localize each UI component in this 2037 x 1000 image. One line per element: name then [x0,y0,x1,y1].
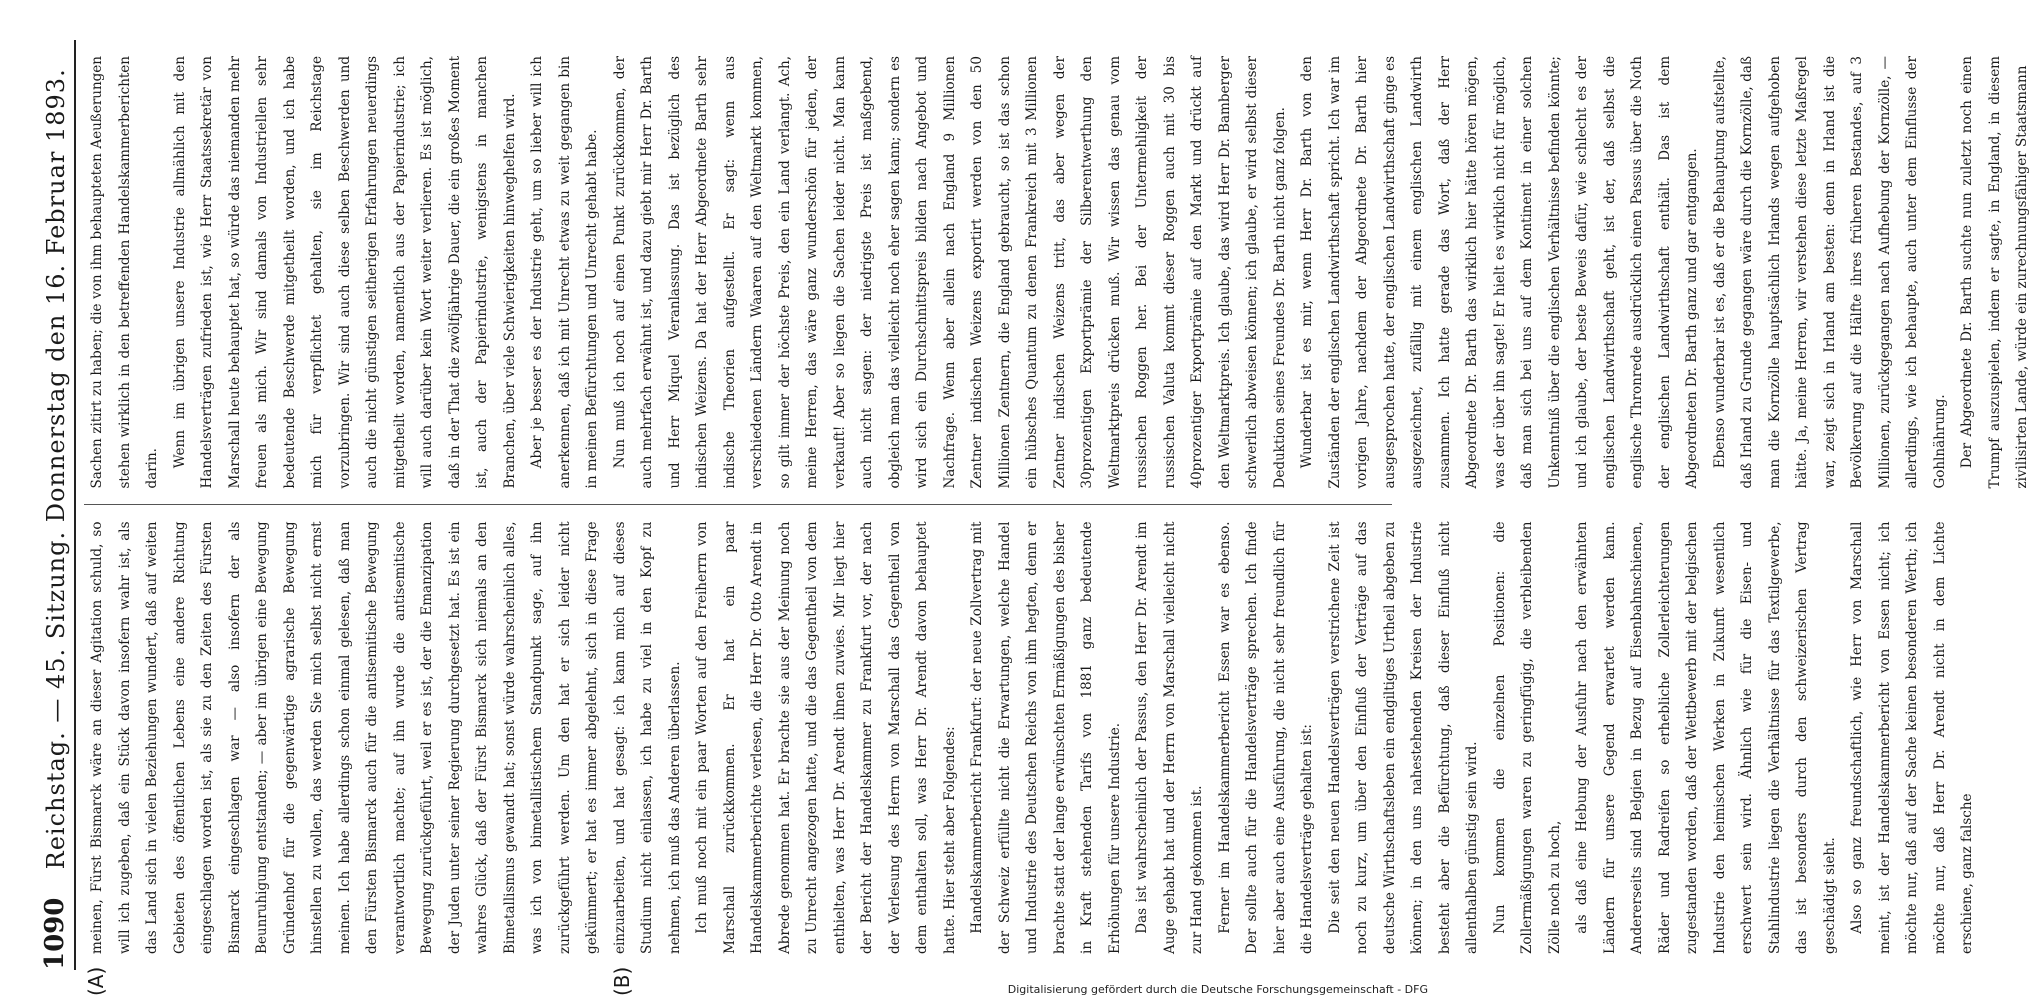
page-header [30,40,76,970]
paragraph: Ferner im Handelskammerbericht Essen war es ebenso. Der sollte auch für die Handelsverträge sprechen. Ich finde hier aber auch eine Ausführung, die nicht sehr freundlich für die Handelsverträge gehalten ist: [1216,521,1315,954]
text-columns [84,40,2030,970]
paragraph: Wenn im übrigen unsere Industrie allmählich mit den Handelsverträgen zufrieden ist, wie Herr Staatssekretär von Marschall heute behauptet hat, so würde das niemanden mehr freuen als mich. Wir sind damals von Industriellen sehr bedeutende Beschwerde mitgetheilt worden, und ich habe mich für verpflichtet gehalten, sie im Reichstage vorzubringen. Wir sind auch diese selben Beschwerden und auch die nicht günstigen seitherigen Erfahrungen neuerdings mitgetheilt worden, namentlich aus der Papierindustrie; ich will auch darüber kein Wort weiter verlieren. Es ist möglich, daß in der That die zwölfjährige Dauer, die ein großes Moment ist, auch der Papierindustrie, wenigstens in manchen Branchen, über viele Schwierigkeiten hinweghelfen wird. [171,56,518,489]
paragraph: meinen, Fürst Bismarck wäre an dieser Agitation schuld, so will ich zugeben, daß ein Stück davon insofern wahr ist, als das Land sich in vielen Beziehungen wundert, daß auf weiten Gebieten des öffentlichen Lebens eine andere Richtung eingeschlagen worden ist, als sie zu den Zeiten des Fürsten Bismarck eingeschlagen war — also insofern der als Beunruhigung entstanden; — aber im übrigen eine Bewegung Gründenhof für die gegenwärtige agrarische Bewegung hinstellen zu wollen, das werden Sie mich selbst nicht ernst meinen. Ich habe allerdings schon einmal gelesen, daß man den Fürsten Bismarck auch für die antisemitische Bewegung verantwortlich machte; auf ihn wurde die antisemitische Bewegung zurückgeführt, weil er es ist, der die Emanzipation der Juden unter seiner Regierung durchgesetzt hat. Es ist ein wahres Glück, daß der Fürst Bismarck sich niemals an den Bimetallismus gewandt hat; sonst würde wahrscheinlich alles, was ich von bimetallistischem Standpunkt sage, auf ihn zurückgeführt werden. Um den hat er sich leider nicht gekümmert; er hat es immer abgelehnt, sich in diese Frage einzuarbeiten, und hat gesagt: ich kann mich auf dieses Studium nicht einlassen, ich habe zu viel in den Kopf zu nehmen, ich muß das Anderen überlassen. [89,521,683,954]
paragraph: als daß eine Hebung der Ausfuhr nach den erwähnten Ländern für unsere Gegend erwartet werden kann. Andererseits sind Belgien in Bezug auf Eisenbahnschienen, Räder und Radreifen so erhebliche Zollerleichterungen zugestanden worden, daß der Wettbewerb mit der belgischen Industrie den heimischen Werken in Zukunft wesentlich erschwert sein wird. Ähnlich wie für die Eisen- und Stahlindustrie liegen die Verhältnisse für das Textilgewerbe, das ist besonders durch den schweizerischen Vertrag geschädigt sieht. [1574,521,1838,954]
paragraph: Der Abgeordnete Dr. Barth suchte nun zuletzt noch einen Trumpf auszuspielen, indem er sagte, in England, in diesem zivilisirten Lande, würde ein zurechnungsfähiger Staatsmann [1959,56,2030,489]
paragraph: Wunderbar ist es mir, wenn Herr Dr. Barth von den Zuständen der englischen Landwirthschaft spricht. Ich war im vorigen Jahre, nachdem der Abgeordnete Dr. Barth hier ausgesprochen hatte, der englischen Landwirthschaft ginge es ausgezeichnet, zufällig mit einem englischen Landwirth zusammen. Ich hatte gerade das Wort, daß der Herr Abgeordnete Dr. Barth das wirklich hier hätte hören mögen, was der über ihn sagte! Er hielt es wirklich nicht für möglich, daß man sich bei uns auf dem Kontinent in einer solchen Unkenntniß über die englischen Verhältnisse befinden könnte; und ich glaube, der beste Beweis dafür, wie schlecht es der englischen Landwirthschaft geht, ist der, daß selbst die englische Thronrede ausdrücklich einen Passus über die Noth der englischen Landwirthschaft enthält. Das ist dem Abgeordneten Dr. Barth ganz und gar entgangen. [1299,56,1700,489]
paragraph: Ebenso wunderbar ist es, daß er die Behauptung aufstellte, daß Irland zu Grunde gegangen wäre durch die Kornzölle, daß man die Kornzölle hauptsächlich Irlands wegen aufgehoben hätte. Ja, meine Herren, wir verstehen diese letzte Maßregel war, zeigt sich in Irland am besten: denn in Irland ist die Bevölkerung auf die Hälfte ihres früheren Bestandes, auf 3 Millionen, zurückgegangen nach Aufhebung der Kornzölle, — allerdings, wie ich behaupte, auch unter dem Einflusse der Gohlnährung. [1711,56,1948,489]
running-title: Reichstag. — 45. Sitzung. Donnerstag den 16. Februar 1893. [42,68,70,870]
paragraph: Nun muß ich noch auf einen Punkt zurückkommen, der auch mehrfach erwähnt ist, und dazu giebt mir Herr Dr. Barth und Herr Miquel Veranlassung. Das ist bezüglich des indischen Weizens. Da hat der Herr Abgeordnete Barth sehr indische Theorien aufgestellt. Er sagt: wenn aus verschiedenen Ländern Waaren auf den Weltmarkt kommen, so gilt immer der höchste Preis, den ein Land verlangt. Ach, meine Herren, das wäre ganz wunderschön für jeden, der verkauft! Aber so liegen die Sachen leider nicht. Man kann auch nicht sagen: der niedrigste Preis ist maßgebend, obgleich man das vielleicht noch eher sagen kann; sondern es wird sich ein Durchschnittspreis bilden nach Angebot und Nachfrage. Wenn aber allein nach England 9 Millionen Zentner indischen Weizens exportirt werden von den 50 Millionen Zentnern, die England gebraucht, so ist das schon ein hübsches Quantum zu denen Frankreich mit 3 Millionen Zentner indischen Weizens tritt, das aber wegen der 30prozentigen Exportprämie der Silberentwerthung den Weltmarktpreis drücken muß. Wir wissen das genau vom russischen Roggen her. Bei der Untermehligkeit der russischen Valuta kommt dieser Roggen auch mit 30 bis 40prozentiger Exportprämie auf den Markt und drückt auf den Weltmarktpreis. Ich glaube, das wird Herr Dr. Bamberger schwerlich abweisen können; ich glaube, er wird selbst dieser Deduktion seines Freundes Dr. Barth nicht ganz folgen. [611,56,1288,489]
margin-marker-a: (A) [84,966,108,996]
left-column [84,506,1975,971]
paragraph: Das ist wahrscheinlich der Passus, den Herr Dr. Arendt im Auge gehabt hat und der Herrn von Marschall vielleicht nicht zur Hand gekommen ist. [1134,521,1205,954]
dfg-credit: Digitalisierung gefördert durch die Deutsche Forschungsgemeinschaft - DFG [1007,983,1428,996]
paragraph: Aber je besser es der Industrie geht, um so lieber will ich anerkennen, daß ich mit Unrecht etwas zu weit gegangen bin in meinen Befürchtungen und Unrecht gehabt habe. [529,56,600,489]
paragraph: Also so ganz freundschaftlich, wie Herr von Marschall meint, ist der Handelskammerbericht von Essen nicht; ich möchte nur, daß auf der Sache keinen besonderen Werth; ich möchte nur, daß Herr Dr. Arendt nicht in dem Lichte erschiene, ganz falsche [1849,521,1975,954]
margin-marker-b: (B) [610,966,634,996]
paragraph: Die seit den neuen Handelsverträgen verstrichene Zeit ist noch zu kurz, um über den Einfluß der Verträge auf das deutsche Wirthschaftsleben ein endgiltiges Urtheil abgeben zu können; in den uns nahestehenden Kreisen der Industrie besteht aber die Befürchtung, daß dieser Einfluß nicht allenthalben günstig sein wird. [1326,521,1480,954]
paragraph: Ich muß noch mit ein paar Worten auf den Freiherrn von Marschall zurückkommen. Er hat ein paar Handelskammerberichte verlesen, die Herr Dr. Otto Arendt in Abrede genommen hat. Er brachte sie aus der Meinung noch zu Unrecht angezogen hatte, und die das Gegentheil von dem enthielten, was Herr Dr. Arendt ihnen zuwies. Mir liegt hier der Bericht der Handelskammer zu Frankfurt vor, der nach der Verlesung des Herrn von Marschall das Gegentheil von dem enthalten soll, was Herr Dr. Arendt davon behauptet hatte. Hier steht aber Folgendes: [694,521,958,954]
paragraph: Sachen zitirt zu haben; die von ihm behaupteten Aeußerungen stehen wirklich in den betreffenden Handelskammerberichten darin. [89,56,160,489]
page-number: 1090 [40,897,70,970]
paragraph: Nun kommen die einzelnen Positionen: die Zollermäßigungen waren zu geringfügig, die verbleibenden Zölle noch zu hoch, [1491,521,1563,954]
paragraph: Handelskammerbericht Frankfurt: der neue Zollvertrag mit der Schweiz erfüllte nicht die Erwartungen, welche Handel und Industrie des Deutschen Reichs von ihm hegten, denn er brachte statt der lange erwünschten Ermäßigungen des bisher in Kraft stehenden Tarifs von 1881 ganz bedeutende Erhöhungen für unsere Industrie. [969,521,1123,954]
right-column [84,40,2030,506]
